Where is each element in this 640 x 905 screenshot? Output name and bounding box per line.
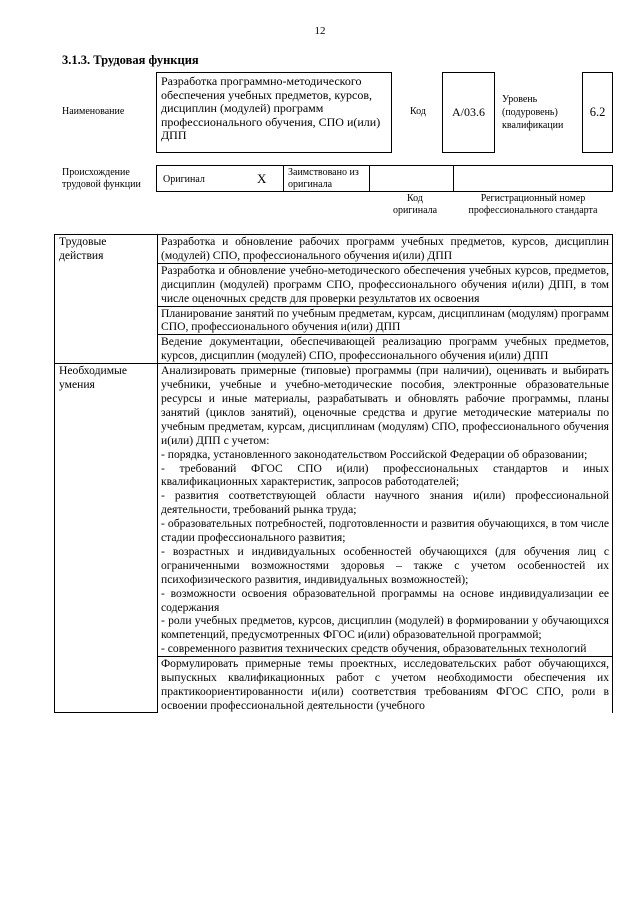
- page-number: 12: [314, 25, 326, 37]
- level-label-line-1: Уровень: [502, 94, 538, 105]
- level-label: [502, 93, 563, 132]
- skill-subitem: - возможности освоения образовательной программы на основе индивидуализации ее содержания: [161, 586, 609, 614]
- skill-item: Формулировать примерные темы проектных, исследовательских работ обучающихся, выпускных квалификационных работ с учетом необходимости обеспечения их практикоориентированности и(или) соответствия требованиям ФГОС СПО, роли в освоении профессиональной деятельности (учебного: [158, 657, 613, 713]
- code-label: Код: [410, 106, 426, 117]
- skill-intro: Анализировать примерные (типовые) программы (при наличии), оценивать и выбирать учебники, учебные и учебно-методические пособия, электронные образовательные ресурсы и иные материалы, разрабатывать и обновлять рабочие программы, планы занятий (циклов занятий), оценочные средства и другие методические материалы по учебным предметам, курсам, дисциплинам (модулям) СПО, профессионального обучения и(или) ДПП с учетом:: [161, 364, 609, 447]
- original-label: Оригинал: [163, 174, 205, 185]
- skill-subitem: - требований ФГОС СПО и(или) профессиональных стандартов и иных квалификационных характеристик, запросов работодателей;: [161, 461, 609, 489]
- action-item: Ведение документации, обеспечивающей реализацию программ учебных предметов, курсов, дисциплин (модулей) СПО, профессионального обучения и(или) ДПП: [158, 335, 613, 364]
- borrowed-label: [284, 166, 369, 191]
- action-item: Планирование занятий по учебным предметам, курсам, дисциплинам (модулям) программ СПО, профессионального обучения и(или) ДПП: [158, 306, 613, 335]
- reg-number-caption: [452, 193, 614, 217]
- action-item: Разработка и обновление учебно-методического обеспечения учебных курсов, предметов, дисциплин (модулей) программ СПО, профессионального обучения и(или) ДПП, в том числе оценочных средств для проверки результатов их освоения: [158, 263, 613, 306]
- skill-subitem: - образовательных потребностей, подготовленности и развития обучающихся, в том числе стадии профессионального развития;: [161, 517, 609, 545]
- function-table: [54, 234, 613, 713]
- borrowed-cell: [284, 166, 370, 191]
- original-mark: X: [257, 171, 267, 186]
- table-row: [55, 364, 613, 657]
- original-cell: [157, 166, 284, 191]
- code-original-cell: [370, 166, 454, 191]
- skill-subitem: - роли учебных предметов, курсов, дисциплин (модулей) в формировании у обучающихся компетенций, предусмотренных ФГОС и(или) образовательной программой;: [161, 614, 609, 642]
- level-label-line-2: (подуровень): [502, 107, 558, 118]
- name-label: Наименование: [62, 106, 125, 117]
- skill-subitem: - современного развития технических средств обучения, образовательных технологий: [161, 642, 587, 656]
- skill-subitem: - возрастных и индивидуальных особенностей обучающихся (для обучения лиц с ограниченными возможностями здоровья – также с учетом особенностей их психофизического развития, индивидуальных возможностей);: [161, 544, 609, 586]
- origin-label: [62, 167, 141, 191]
- origin-row: [156, 165, 613, 192]
- skills-label: Необходимые умения: [55, 364, 158, 713]
- borrowed-label-line-1: Заимствовано из: [288, 167, 359, 178]
- skill-subitem: - развития соответствующей области научного знания и(или) профессиональной деятельности, требований рынка труда;: [161, 489, 609, 517]
- origin-label-line-1: Происхождение: [62, 167, 130, 178]
- borrowed-label-line-2: оригинала: [288, 179, 333, 190]
- skill-item: [158, 364, 613, 657]
- code-original-caption-1: Код: [407, 193, 423, 204]
- function-name-box: [156, 72, 392, 153]
- origin-label-line-2: трудовой функции: [62, 179, 141, 190]
- function-name-text: Разработка программно-методического обеспечения учебных предметов, курсов, дисциплин (модулей) программ профессионального обучения, СПО и(или) ДПП: [161, 74, 381, 142]
- section-heading: 3.1.3. Трудовая функция: [62, 53, 199, 67]
- reg-number-caption-2: профессионального стандарта: [468, 205, 598, 216]
- code-original-caption: [386, 193, 444, 217]
- reg-number-caption-1: Регистрационный номер: [480, 193, 586, 204]
- code-box: [442, 72, 495, 153]
- table-row: [55, 235, 613, 264]
- code-original-caption-2: оригинала: [392, 205, 438, 216]
- reg-number-cell: [454, 166, 612, 191]
- level-value: 6.2: [589, 105, 606, 119]
- action-item: Разработка и обновление рабочих программ учебных предметов, курсов, дисциплин (модулей) СПО, профессионального обучения и(или) ДПП: [158, 235, 613, 264]
- level-label-line-3: квалификации: [502, 120, 564, 131]
- actions-label: Трудовые действия: [55, 235, 158, 364]
- skill-subitem: - порядка, установленного законодательством Российской Федерации об образовании;: [161, 447, 588, 461]
- level-box: [582, 72, 613, 153]
- code-value: А/03.6: [452, 105, 485, 119]
